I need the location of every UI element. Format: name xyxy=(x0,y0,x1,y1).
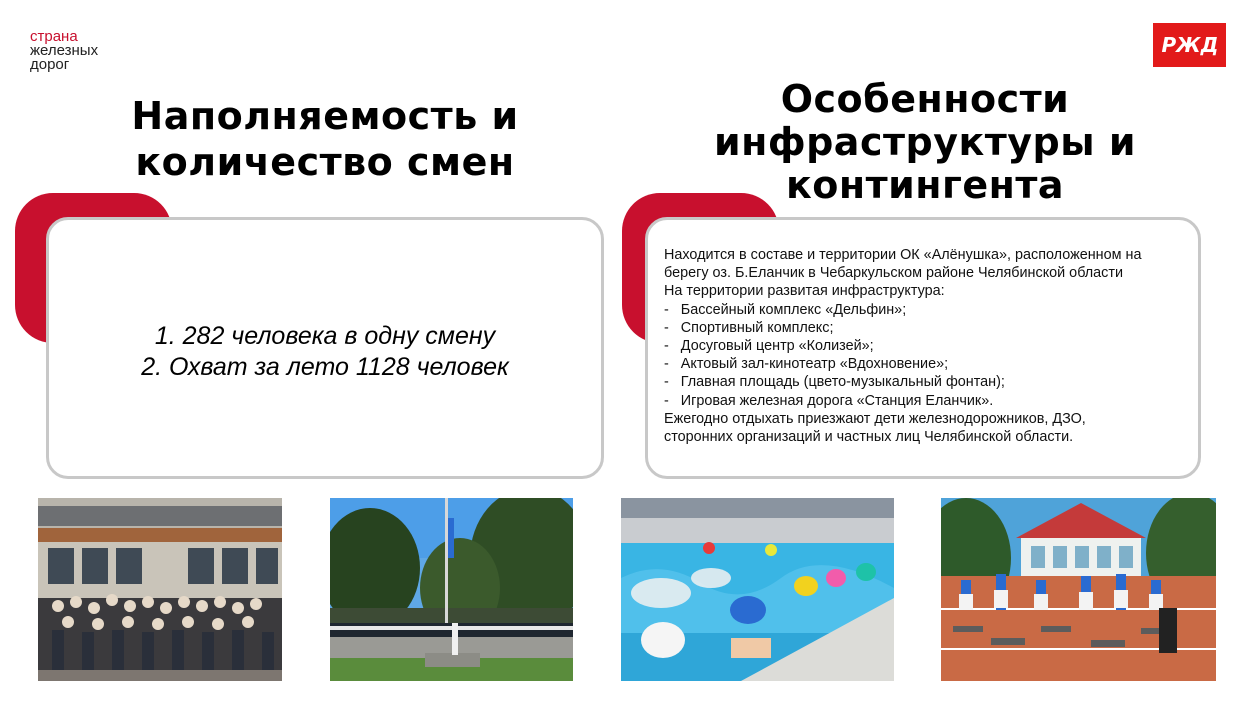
infra-item-sport: - Спортивный комплекс; xyxy=(664,319,834,336)
brand-line-2: железных xyxy=(30,42,99,59)
infra-line-10: Ежегодно отдыхать приезжают дети железнодорожников, ДЗО, xyxy=(664,410,1086,427)
infra-item-square: - Главная площадь (цвето-музыкальный фонтан); xyxy=(664,374,1005,391)
infra-item-leisure: - Досуговый центр «Колизей»; xyxy=(664,338,874,355)
infra-item-railway: - Игровая железная дорога «Станция Еланчик». xyxy=(664,392,994,409)
stat-line-2: 2. Охват за лето 1128 человек xyxy=(141,353,509,381)
infrastructure-card xyxy=(645,217,1201,479)
rzd-logo-text: РЖД xyxy=(1161,33,1218,57)
brand-line-3: дорог xyxy=(30,56,70,73)
brand-line-1: страна xyxy=(30,28,78,45)
left-title xyxy=(60,93,590,185)
photo-group-building xyxy=(38,498,282,681)
stat-line-1: 1. 282 человека в одну смену xyxy=(154,322,496,350)
right-title xyxy=(650,78,1200,207)
infra-item-cinema: - Актовый зал-кинотеатр «Вдохновение»; xyxy=(664,356,949,373)
infra-line-3: На территории развитая инфраструктура: xyxy=(664,283,945,300)
infra-line-2: берегу оз. Б.Еланчик в Чебаркульском районе Челябинской области xyxy=(664,265,1124,282)
capacity-stats xyxy=(141,321,509,383)
left-title-line-2: количество смен xyxy=(135,140,515,184)
infra-item-pool: - Бассейный комплекс «Дельфин»; xyxy=(664,301,907,318)
infra-line-1: Находится в составе и территории ОК «Алёнушка», расположенном на xyxy=(664,247,1142,263)
right-title-line-3: контингента xyxy=(785,163,1065,207)
right-title-line-1: Особенности xyxy=(780,77,1070,121)
photo-swimming-pool xyxy=(621,498,894,681)
photo-flag-ceremony xyxy=(330,498,573,681)
left-title-line-1: Наполняемость и xyxy=(131,94,519,138)
photo-sports-court xyxy=(941,498,1216,681)
rzd-logo-icon xyxy=(1160,31,1220,59)
brand-wordmark xyxy=(30,30,98,72)
capacity-card xyxy=(46,217,604,479)
rzd-logo xyxy=(1153,23,1226,67)
right-title-line-2: инфраструктуры и xyxy=(714,120,1136,164)
infra-line-11: сторонних организаций и частных лиц Челябинской области. xyxy=(664,429,1074,446)
infrastructure-text xyxy=(664,246,1186,446)
